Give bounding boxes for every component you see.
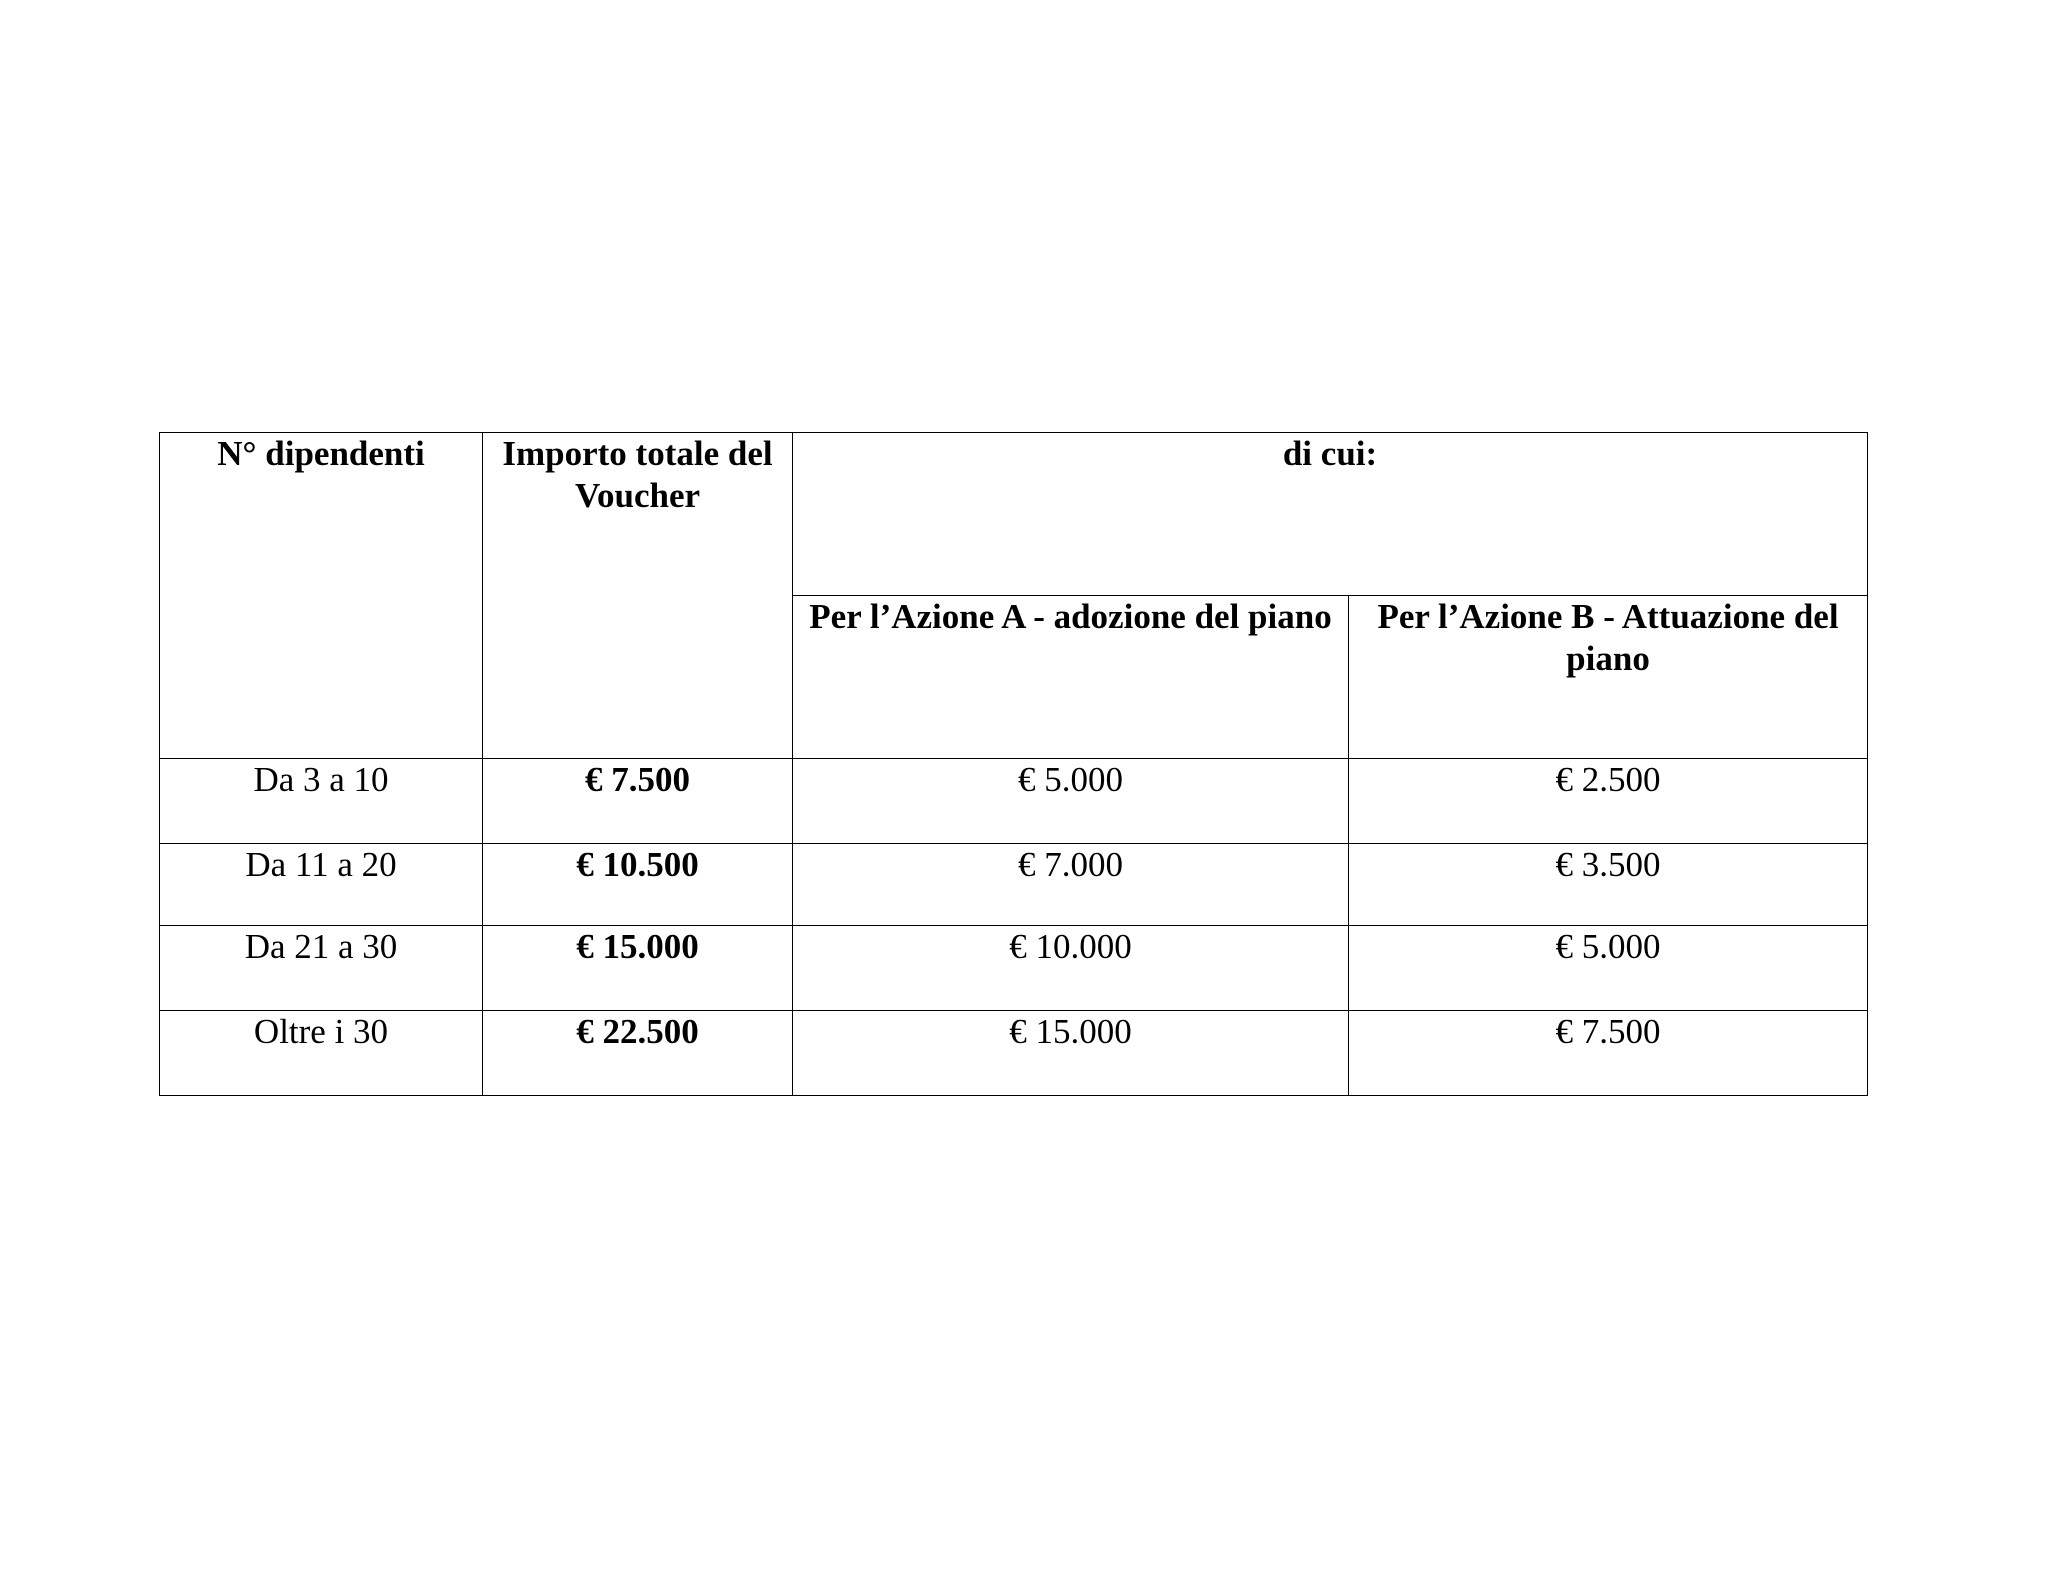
voucher-table: [159, 432, 1868, 1096]
cell-azione-b: € 2.500: [1349, 759, 1868, 844]
cell-azione-a: € 10.000: [793, 926, 1349, 1011]
header-importo-totale: Importo totale del Voucher: [483, 433, 793, 759]
header-dipendenti: N° dipendenti: [160, 433, 483, 759]
cell-dipendenti: Da 3 a 10: [160, 759, 483, 844]
table-row: [160, 926, 1868, 1011]
table-row: [160, 1011, 1868, 1096]
cell-dipendenti: Da 11 a 20: [160, 844, 483, 926]
header-row-1: [160, 433, 1868, 596]
cell-azione-a: € 15.000: [793, 1011, 1349, 1096]
cell-azione-b: € 3.500: [1349, 844, 1868, 926]
cell-azione-b: € 7.500: [1349, 1011, 1868, 1096]
cell-totale: € 22.500: [483, 1011, 793, 1096]
header-di-cui: di cui:: [793, 433, 1868, 596]
cell-azione-a: € 7.000: [793, 844, 1349, 926]
table-row: [160, 844, 1868, 926]
header-azione-b: Per l’Azione B - Attuazione del piano: [1349, 596, 1868, 759]
cell-dipendenti: Da 21 a 30: [160, 926, 483, 1011]
cell-totale: € 10.500: [483, 844, 793, 926]
header-azione-a: Per l’Azione A - adozione del piano: [793, 596, 1349, 759]
cell-dipendenti: Oltre i 30: [160, 1011, 483, 1096]
cell-totale: € 15.000: [483, 926, 793, 1011]
cell-azione-b: € 5.000: [1349, 926, 1868, 1011]
cell-totale: € 7.500: [483, 759, 793, 844]
cell-azione-a: € 5.000: [793, 759, 1349, 844]
table-row: [160, 759, 1868, 844]
